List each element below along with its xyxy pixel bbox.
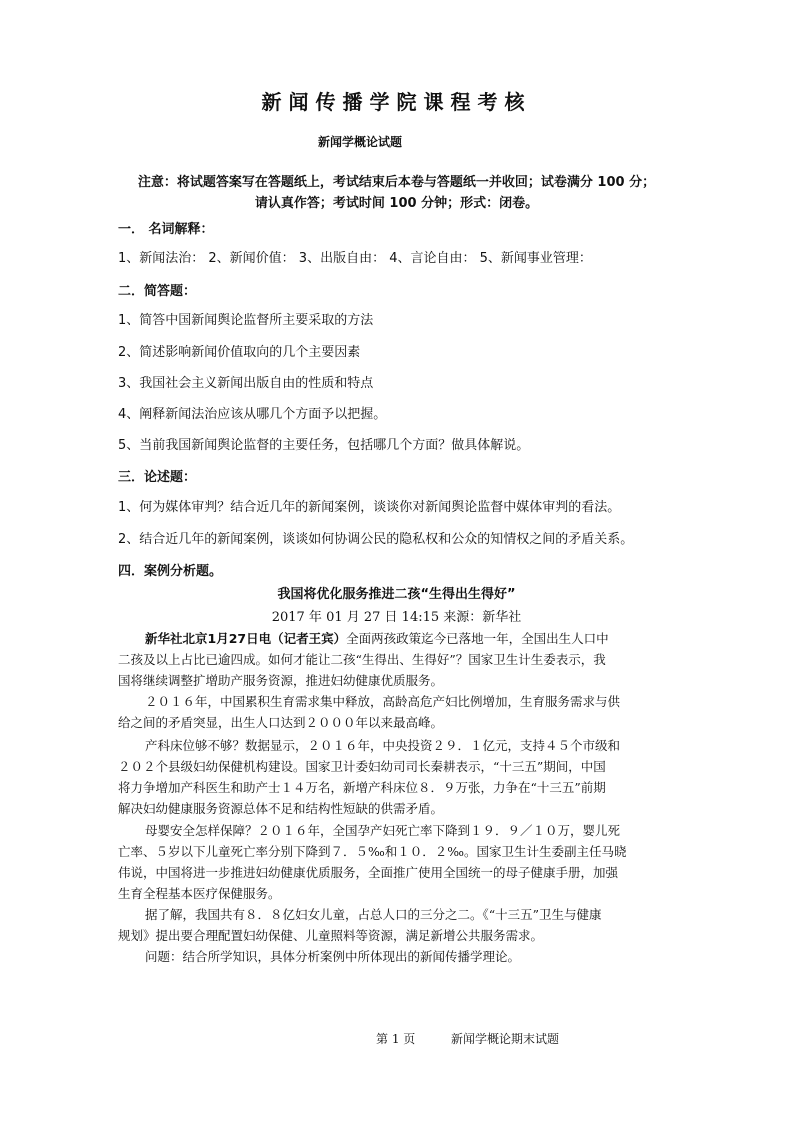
article-line: ２０２个县级妇幼保健机构建设。国家卫计委妇幼司司长秦耕表示，“十三五”期间，中国 [118, 759, 606, 774]
article-title: 我国将优化服务推进二孩“生得出生得好” [277, 587, 516, 602]
list-item: 1、简答中国新闻舆论监督所主要采取的方法 [118, 313, 374, 328]
list-item: 2、结合近几年的新闻案例，谈谈如何协调公民的隐私权和公众的知情权之间的矛盾关系。 [118, 532, 634, 547]
article-lead: 新华社北京1月27日电（记者王宾） [145, 631, 347, 646]
notice-line-2: 请认真作答；考试时间 100 分钟；形式：闭卷。 [254, 196, 539, 211]
page-number: 第 1 页 [376, 1032, 416, 1046]
article-line: 据了解，我国共有８．８亿妇女儿童，占总人口的三分之二。《“十三五”卫生与健康 [145, 907, 602, 922]
section-4-heading: 四．案例分析题。 [118, 564, 223, 579]
section-1-items: 1、新闻法治： 2、新闻价值： 3、出版自由： 4、言论自由： 5、新闻事业管理： [118, 251, 592, 266]
article-line: ２０１６年，中国累积生育需求集中释放，高龄高危产妇比例增加，生育服务需求与供 [145, 694, 621, 709]
page-subtitle: 新闻学概论试题 [318, 135, 403, 149]
article-line: 产科床位够不够？数据显示，２０１６年，中央投资２９．１亿元，支持４５个市级和 [145, 738, 621, 753]
article-line: 亡率、５岁以下儿童死亡率分别下降到７．５‰和１０．２‰。国家卫生计生委副主任马晓 [118, 844, 627, 859]
article-line: 新华社北京1月27日电（记者王宾）全面两孩政策迄今已落地一年，全国出生人口中 [145, 631, 609, 646]
section-2-heading: 二．简答题： [118, 284, 197, 299]
section-1-heading: 一． 名词解释： [118, 222, 214, 237]
article-meta: 2017 年 01 月 27 日 14:15 来源：新华社 [271, 610, 522, 625]
list-item: 4、阐释新闻法治应该从哪几个方面予以把握。 [118, 407, 387, 422]
page-title: 新闻传播学院课程考核 [261, 90, 532, 114]
article-line: 国将继续调整扩增助产服务资源，推进妇幼健康优质服务。 [118, 673, 444, 688]
article-line: 将力争增加产科医生和助产士１４万名，新增产科床位８．９万张，力争在“十三五”前期 [118, 780, 606, 795]
list-item: 2、简述影响新闻价值取向的几个主要因素 [118, 345, 361, 360]
list-item: 5、当前我国新闻舆论监督的主要任务，包括哪几个方面？做具体解说。 [118, 438, 530, 453]
article-line: 伟说，中国将进一步推进妇幼健康优质服务，全面推广使用全国统一的母子健康手册，加强 [118, 865, 619, 880]
article-line: 给之间的矛盾突显，出生人口达到２０００年以来最高峰。 [118, 715, 444, 730]
article-line: 解决妇幼健康服务资源总体不足和结构性短缺的供需矛盾。 [118, 801, 444, 816]
article-line: 生育全程基本医疗保健服务。 [118, 886, 281, 901]
question-line: 问题：结合所学知识，具体分析案例中所体现出的新闻传播学理论。 [145, 949, 521, 964]
article-line: 规划》提出要合理配置妇幼保健、儿童照料等资源，满足新增公共服务需求。 [118, 928, 544, 943]
article-line: 二孩及以上占比已逾四成。如何才能让二孩“生得出、生得好”？国家卫生计生委表示，我 [118, 652, 606, 667]
section-3-heading: 三．论述题： [118, 470, 197, 485]
list-item: 3、我国社会主义新闻出版自由的性质和特点 [118, 376, 374, 391]
list-item: 1、何为媒体审判？结合近几年的新闻案例，谈谈你对新闻舆论监督中媒体审判的看法。 [118, 500, 621, 515]
article-line: 母婴安全怎样保障？２０１６年，全国孕产妇死亡率下降到１９．９／１０万，婴儿死 [145, 823, 621, 838]
notice-line-1: 注意：将试题答案写在答题纸上，考试结束后本卷与答题纸一并收回；试卷满分 100 分； [137, 175, 656, 190]
footer-label: 新闻学概论期末试题 [451, 1032, 560, 1046]
